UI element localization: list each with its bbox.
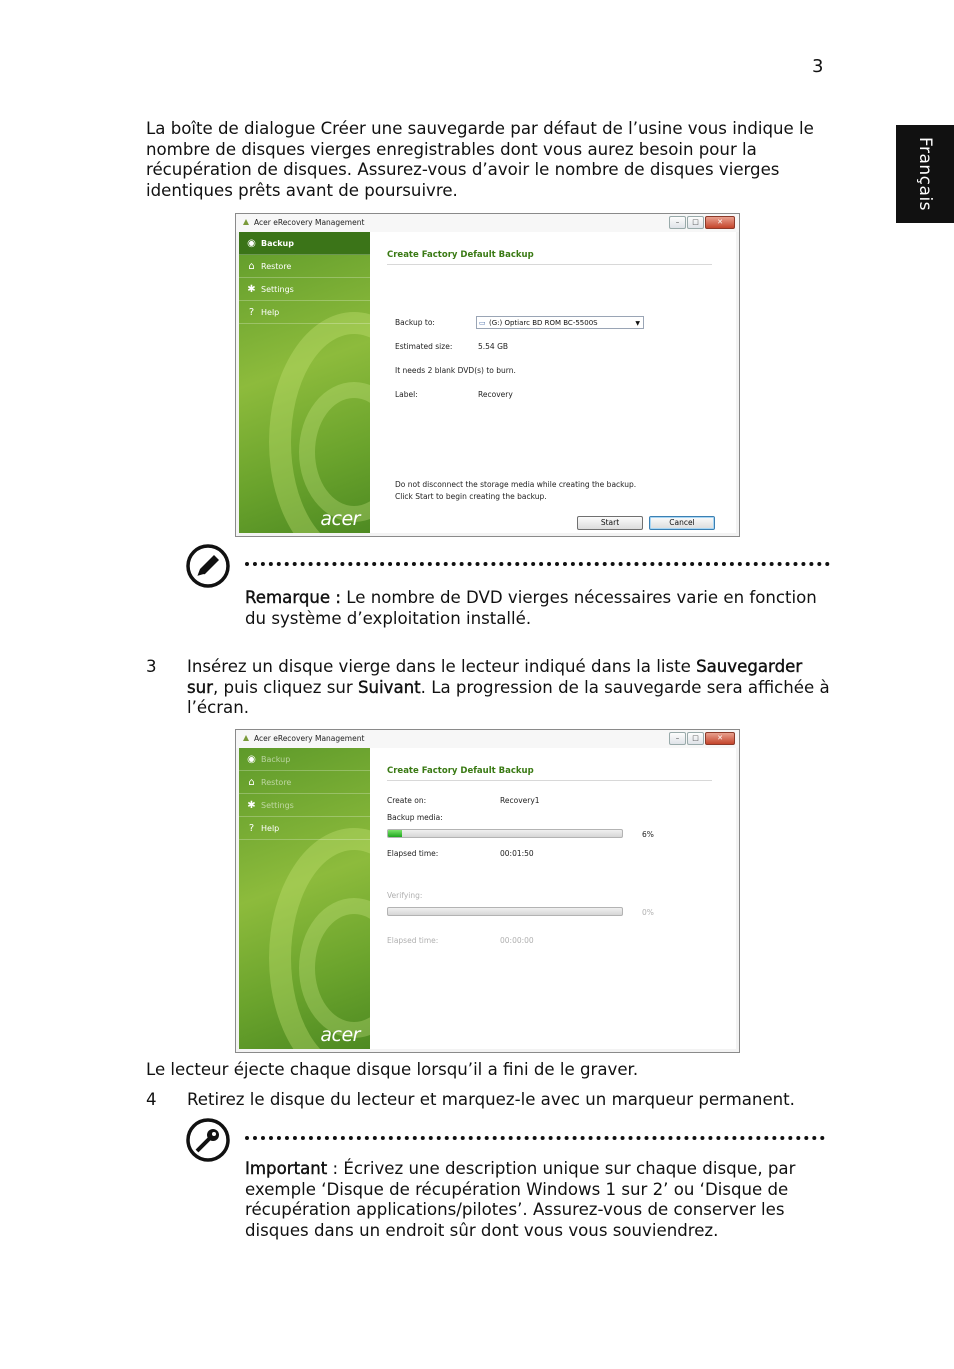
window-title: Acer eRecovery Management <box>254 734 365 743</box>
close-icon[interactable]: ✕ <box>705 216 735 229</box>
gear-icon: ✱ <box>247 800 256 811</box>
maximize-icon[interactable]: □ <box>687 732 704 745</box>
important-divider <box>245 1136 825 1140</box>
step-3-text <box>187 657 832 719</box>
step-number: 4 <box>146 1090 157 1109</box>
note-remarque <box>245 588 830 629</box>
restore-icon: ⌂ <box>248 261 255 272</box>
backup-icon: ◉ <box>247 238 256 249</box>
acer-logo: acer <box>320 1024 360 1046</box>
estimated-size-label: Estimated size: <box>395 342 453 351</box>
minimize-icon[interactable]: – <box>669 216 686 229</box>
sidebar-item-label: Settings <box>261 801 294 810</box>
maximize-icon[interactable]: □ <box>687 216 704 229</box>
backup-dialog-screenshot <box>235 213 740 537</box>
start-button[interactable]: Start <box>577 516 643 530</box>
elapsed-time-label: Elapsed time: <box>387 849 439 858</box>
window-title: Acer eRecovery Management <box>254 218 365 227</box>
sidebar-item-label: Backup <box>261 755 291 764</box>
note-important <box>245 1159 825 1241</box>
important-body: : Écrivez une description unique sur chaque disque, par exemple ‘Disque de récupération Windows 1 sur 2’ ou ‘Disque de récupération applications/pilotes’. Assurez-vous de conserver les disques dans un endroit sûr dont vous vous souviendrez. <box>245 1159 796 1240</box>
help-icon: ? <box>248 823 255 834</box>
label-value: Recovery <box>478 390 513 399</box>
backup-to-select[interactable] <box>476 316 644 329</box>
sidebar-item-settings[interactable] <box>239 278 370 301</box>
backup-to-label: Backup to: <box>395 318 435 327</box>
sidebar-item-label: Help <box>261 308 280 317</box>
drive-icon: ▭ <box>479 319 486 327</box>
backup-media-label: Backup media: <box>387 813 443 822</box>
close-icon[interactable]: ✕ <box>705 732 735 745</box>
backup-to-value: (G:) Optiarc BD ROM BC-5500S <box>489 319 598 327</box>
create-on-label: Create on: <box>387 796 427 805</box>
page-number: 3 <box>812 56 824 77</box>
minimize-icon[interactable]: – <box>669 732 686 745</box>
verify-progress-bar <box>387 907 623 916</box>
main-panel <box>370 748 736 1049</box>
app-icon <box>242 218 250 226</box>
sidebar-item-label: Restore <box>261 778 292 787</box>
step-text: , puis cliquez sur <box>213 677 358 697</box>
main-panel <box>370 232 736 533</box>
label-label: Label: <box>395 390 418 399</box>
sidebar-item-help[interactable] <box>239 817 370 840</box>
sidebar-item-help[interactable] <box>239 301 370 324</box>
sidebar-item-label: Restore <box>261 262 292 271</box>
step-text: . La progression de la sauvegarde sera affichée à l’écran. <box>187 677 830 718</box>
backup-progress-bar <box>387 829 623 838</box>
sidebar-item-settings <box>239 794 370 817</box>
estimated-size-value: 5.54 GB <box>478 342 509 351</box>
verifying-label: Verifying: <box>387 891 423 900</box>
cancel-button[interactable]: Cancel <box>649 516 715 530</box>
app-icon <box>242 734 250 742</box>
step-number: 3 <box>146 657 157 676</box>
elapsed-time-2-label: Elapsed time: <box>387 936 439 945</box>
divider <box>387 264 712 265</box>
backup-progress-screenshot <box>235 729 740 1053</box>
important-label: Important <box>245 1159 328 1178</box>
sidebar-item-restore[interactable] <box>239 255 370 278</box>
step-bold-term: Suivant <box>357 677 421 697</box>
intro-paragraph: La boîte de dialogue Créer une sauvegarde par défaut de l’usine vous indique le nombre de disques vierges enregistrables dont vous aurez besoin pour la récupération de disques. Assurez-vous d’avoir le nombre de disques vierges identiques prêts avant de poursuivre. <box>146 119 814 200</box>
sidebar-item-backup <box>239 748 370 771</box>
create-on-value: Recovery1 <box>500 796 540 805</box>
backup-progress-percent: 6% <box>642 830 654 839</box>
note-body: Le nombre de DVD vierges nécessaires varie en fonction du système d’exploitation installé. <box>245 588 817 628</box>
sidebar-item-label: Backup <box>261 239 294 248</box>
eject-text: Le lecteur éjecte chaque disque lorsqu’il a fini de le graver. <box>146 1060 639 1079</box>
note-label: Remarque : <box>245 588 341 607</box>
step-text: Insérez un disque vierge dans le lecteur indiqué dans la liste <box>187 657 697 676</box>
step-bold-term: Sauvegarder sur <box>187 657 803 697</box>
sidebar <box>239 232 370 533</box>
acer-logo: acer <box>320 508 360 530</box>
warning-line-2: Click Start to begin creating the backup. <box>395 492 547 501</box>
warning-line-1: Do not disconnect the storage media while creating the backup. <box>395 480 637 489</box>
title-bar <box>236 214 739 232</box>
language-tab-label: Français <box>915 136 935 212</box>
title-bar <box>236 730 739 748</box>
sidebar-item-label: Help <box>261 824 280 833</box>
discs-needed-text: It needs 2 blank DVD(s) to burn. <box>395 366 516 375</box>
divider <box>387 780 712 781</box>
language-tab <box>896 125 954 223</box>
verify-progress-percent: 0% <box>642 908 654 917</box>
elapsed-time-2-value: 00:00:00 <box>500 936 534 945</box>
progress-fill <box>388 830 402 837</box>
backup-icon: ◉ <box>247 754 256 765</box>
step-4-text: Retirez le disque du lecteur et marquez-le avec un marqueur permanent. <box>187 1090 795 1109</box>
sidebar <box>239 748 370 1049</box>
important-key-icon <box>186 1118 230 1162</box>
elapsed-time-value: 00:01:50 <box>500 849 534 858</box>
chevron-down-icon: ▼ <box>635 320 640 327</box>
help-icon: ? <box>248 307 255 318</box>
note-divider <box>245 562 830 566</box>
sidebar-item-backup[interactable] <box>239 232 370 255</box>
panel-heading: Create Factory Default Backup <box>387 766 534 776</box>
restore-icon: ⌂ <box>248 777 255 788</box>
gear-icon: ✱ <box>247 284 256 295</box>
panel-heading: Create Factory Default Backup <box>387 250 534 260</box>
sidebar-item-restore <box>239 771 370 794</box>
note-pen-icon <box>186 544 230 588</box>
sidebar-item-label: Settings <box>261 285 294 294</box>
